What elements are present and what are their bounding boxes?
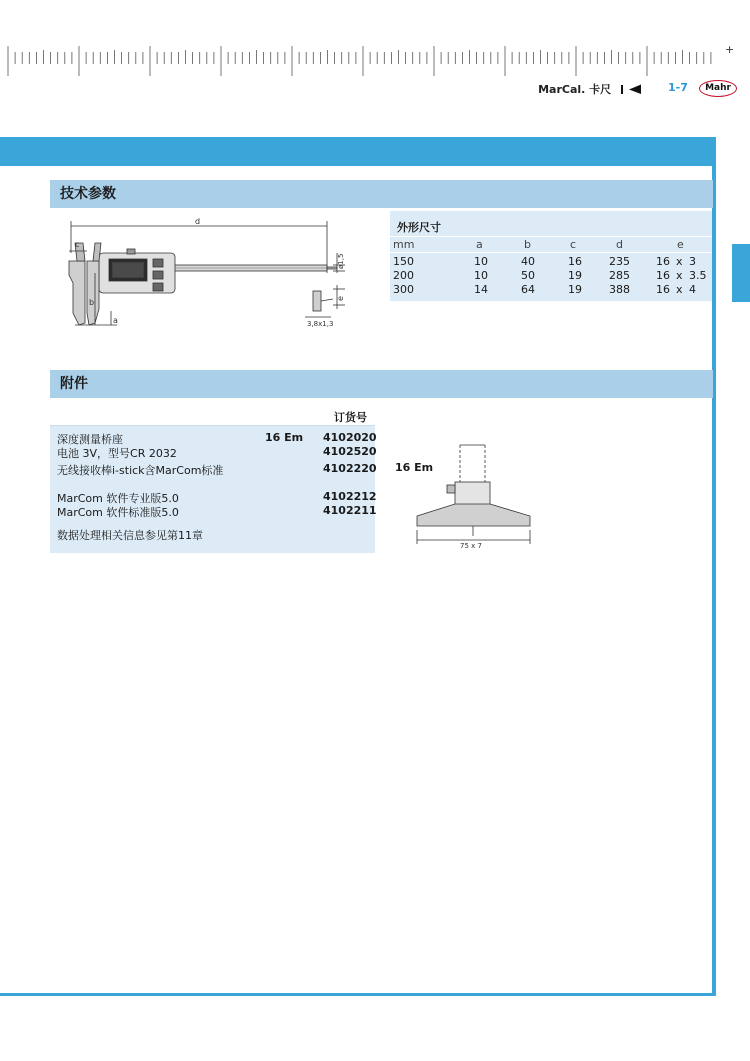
dim-c-label: c — [75, 240, 80, 249]
dim-d-label: d — [195, 217, 201, 226]
cell-b: 64 — [521, 283, 535, 296]
accessory-name: 电池 3V，型号CR 2032 — [57, 447, 177, 460]
cell-mm: 300 — [393, 283, 414, 296]
col-header-c: c — [570, 238, 577, 251]
accessories-header-bar — [50, 400, 375, 426]
table-row — [390, 283, 712, 297]
reverse-arrow-icon — [621, 84, 643, 94]
cell-ex: x — [676, 283, 683, 296]
dimensions-title: 外形尺寸 — [397, 221, 441, 234]
accessory-order-no: 4102220 — [323, 462, 377, 475]
table-row — [390, 255, 712, 269]
cell-b: 50 — [521, 269, 535, 282]
accessory-order-no: 4102520 — [323, 445, 377, 458]
cell-e2: 4 — [689, 283, 696, 296]
accessory-order-no: 4102212 — [323, 490, 377, 503]
dim-phi-label: ø1,5 — [337, 253, 345, 269]
caliper-drawing — [55, 213, 375, 338]
accessory-name: 无线接收棒i-stick含MarCom标准 — [57, 464, 224, 477]
dim-b-label: b — [89, 298, 95, 307]
accessories-section-header: 附件 — [50, 370, 713, 398]
cell-b: 40 — [521, 255, 535, 268]
col-header-d: d — [616, 238, 623, 251]
accessories-note: 数据处理相关信息参见第11章 — [57, 529, 203, 542]
cell-a: 10 — [474, 255, 488, 268]
page-header-title — [538, 81, 643, 97]
header-title-text: MarCal. 卡尺 — [538, 83, 612, 96]
accessory-name: MarCom 软件标准版5.0 — [57, 506, 179, 519]
accessory-model: 16 Em — [265, 431, 304, 444]
depth-base-label: 16 Em — [395, 461, 434, 474]
right-frame-line — [712, 137, 716, 996]
depth-base-drawing — [405, 440, 545, 550]
cell-c: 19 — [568, 283, 582, 296]
accessory-order-no: 4102211 — [323, 504, 377, 517]
cell-ex: x — [676, 255, 683, 268]
col-header-a: a — [476, 238, 483, 251]
table-row — [390, 269, 712, 283]
bottom-frame-line — [0, 993, 716, 996]
cell-a: 14 — [474, 283, 488, 296]
cell-a: 10 — [474, 269, 488, 282]
side-tab — [732, 244, 750, 302]
depth-base-dim: 75 x 7 — [460, 542, 482, 550]
top-ruler — [0, 44, 720, 78]
cell-e1: 16 — [656, 283, 670, 296]
cell-mm: 200 — [393, 269, 414, 282]
dim-e-label: e — [336, 296, 345, 301]
top-blue-bar — [0, 137, 716, 166]
cell-d: 285 — [609, 269, 630, 282]
cell-c: 19 — [568, 269, 582, 282]
accessory-name: 深度测量桥座 — [57, 433, 123, 446]
cell-c: 16 — [568, 255, 582, 268]
dimensions-header-row — [390, 238, 712, 252]
order-number-header: 订货号 — [334, 411, 367, 424]
dim-small-label: 3,8x1,3 — [307, 320, 334, 328]
page-number: 1-7 — [668, 81, 688, 94]
table-divider — [390, 236, 712, 237]
col-header-e: e — [677, 238, 684, 251]
table-divider — [390, 252, 712, 253]
cell-e1: 16 — [656, 255, 670, 268]
mahr-logo: Mahr — [699, 80, 737, 97]
accessory-order-no: 4102020 — [323, 431, 377, 444]
cell-e2: 3 — [689, 255, 696, 268]
cell-mm: 150 — [393, 255, 414, 268]
cell-d: 388 — [609, 283, 630, 296]
col-header-mm: mm — [393, 238, 415, 251]
accessory-name: MarCom 软件专业版5.0 — [57, 492, 179, 505]
specs-section-header: 技术参数 — [50, 180, 713, 208]
dim-a-label: a — [113, 316, 118, 325]
corner-mark: + — [725, 43, 735, 56]
cell-ex: x — [676, 269, 683, 282]
cell-e2: 3.5 — [689, 269, 707, 282]
col-header-b: b — [524, 238, 531, 251]
cell-e1: 16 — [656, 269, 670, 282]
cell-d: 235 — [609, 255, 630, 268]
